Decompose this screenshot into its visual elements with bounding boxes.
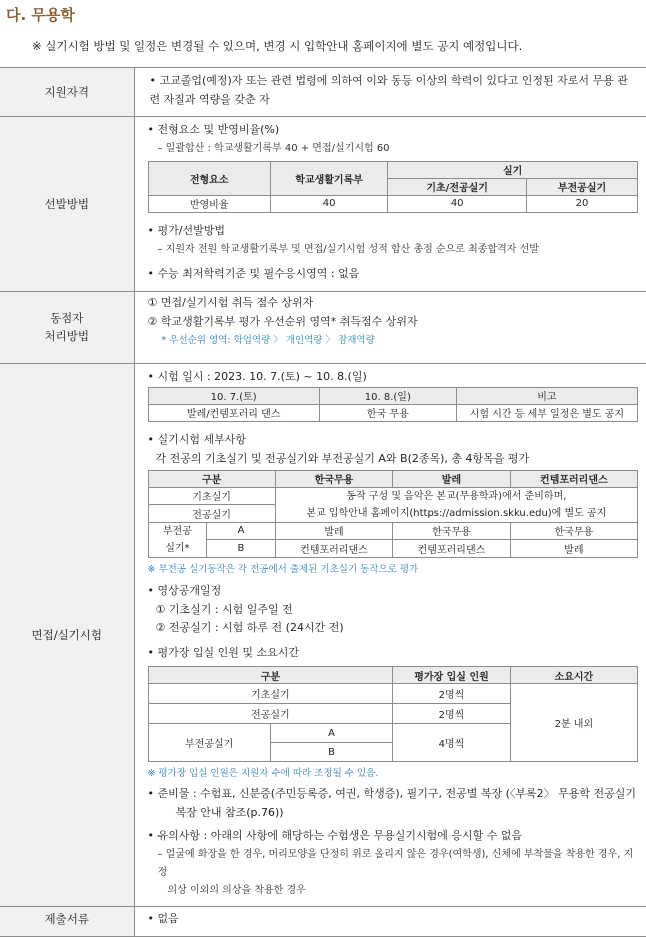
room-minor-label: 부전공실기 xyxy=(148,724,270,762)
room-minor-count: 4명씩 xyxy=(393,724,510,762)
detail-title: • 실기시험 세부사항 xyxy=(147,432,246,446)
exam-date-title: • 시험 일시 : 2023. 10. 7.(토) ~ 10. 8.(일) xyxy=(147,369,367,383)
room-major-count: 2명씩 xyxy=(393,704,510,724)
detail-minor-line1: 부전공 xyxy=(162,525,192,537)
detail-b-contemporary: 발레 xyxy=(510,540,637,558)
room-basic-count: 2명씩 xyxy=(393,684,510,704)
detail-description: 각 전공의 기초실기 및 전공실기와 부전공실기 A와 B(2종목), 총 4항목을 평가 xyxy=(155,451,530,465)
detail-minor-a: A xyxy=(207,522,276,540)
detail-minor-b: B xyxy=(207,540,276,558)
interview-label: 면접/실기시험 xyxy=(0,363,134,906)
detail-a-contemporary: 한국무용 xyxy=(510,522,637,540)
detail-desc-line2: 본교 입학안내 홈페이지(https://admission.skku.edu)에 별도 공지 xyxy=(306,507,607,519)
selection-row xyxy=(0,116,646,291)
selection-content xyxy=(134,116,646,291)
detail-a-korean: 발레 xyxy=(275,522,392,540)
selection-sub-ratio: – 일괄합산 : 학교생활기록부 40 + 면접/실기시험 60 xyxy=(157,142,390,154)
schedule-header-note: 비고 xyxy=(456,387,637,404)
schedule-value-day1: 발레/컨템포러리 댄스 xyxy=(148,404,319,421)
schedule-value-note: 시험 시간 등 세부 일정은 별도 공지 xyxy=(456,404,637,421)
video-major: ② 전공실기 : 시험 하루 전 (24시간 전) xyxy=(155,621,344,635)
detail-header-category: 구분 xyxy=(148,470,275,487)
ratio-value-minor: 20 xyxy=(527,195,638,212)
qualification-text: • 고교졸업(예정)자 또는 관련 법령에 의하여 이와 동등 이상의 학력이 있다고 인정된 자로서 무용 관련 자질과 역량을 갖춘 자 xyxy=(149,74,628,106)
practical-detail-table xyxy=(148,470,639,558)
caution-line1: – 얼굴에 화장을 한 경우, 머리모양을 단정히 위로 올리지 않은 경우(여학생), 신체에 부착물을 착용한 경우, 지정 xyxy=(157,849,634,879)
room-major-label: 전공실기 xyxy=(148,704,393,724)
detail-header-contemporary: 컨템포러리댄스 xyxy=(510,470,637,487)
room-title: • 평가장 입실 인원 및 소요시간 xyxy=(147,646,299,660)
ratio-value-basic: 40 xyxy=(388,195,527,212)
prep-line1: • 준비물 : 수험표, 신분증(주민등록증, 여권, 학생증), 필기구, 전공별 복장 (〈부록2〉 무용학 전공실기 xyxy=(147,787,637,801)
tie-row xyxy=(0,291,646,363)
detail-common-description xyxy=(275,487,637,522)
tie-label-line1: 동점자 xyxy=(50,310,84,325)
qualification-content xyxy=(134,68,646,117)
qualification-row xyxy=(0,68,646,117)
ratio-table xyxy=(148,161,639,213)
documents-text: • 없음 xyxy=(147,912,179,926)
detail-minor-label xyxy=(148,522,207,557)
room-header-category: 구분 xyxy=(148,667,393,684)
selection-label: 선발방법 xyxy=(0,116,134,291)
section-title: 다. 무용학 xyxy=(6,6,75,24)
room-header-time: 소요시간 xyxy=(510,667,637,684)
schedule-header-day1: 10. 7.(토) xyxy=(148,387,319,404)
exam-schedule-table xyxy=(148,387,639,422)
detail-major-label: 전공실기 xyxy=(148,505,275,523)
interview-row xyxy=(0,363,646,906)
tie-label xyxy=(0,291,134,363)
ratio-header-element: 전형요소 xyxy=(148,161,270,195)
detail-basic-label: 기초실기 xyxy=(148,487,275,505)
video-title: • 영상공개일정 xyxy=(147,583,222,597)
video-basic: ① 기초실기 : 시험 일주일 전 xyxy=(155,602,293,616)
prep-line2: 복장 안내 참조(p.76)) xyxy=(175,806,284,820)
room-capacity-table xyxy=(148,666,639,762)
room-basic-label: 기초실기 xyxy=(148,684,393,704)
selection-sub-method: – 지원자 전원 학교생활기록부 및 면접/실기시험 성적 합산 총점 순으로 최종합격자 선발 xyxy=(157,243,539,255)
schedule-header-day2: 10. 8.(일) xyxy=(319,387,456,404)
detail-b-ballet: 컨템포러리댄스 xyxy=(393,540,510,558)
room-minor-a: A xyxy=(270,724,392,743)
room-time: 2분 내외 xyxy=(510,684,637,762)
ratio-header-minor: 부전공실기 xyxy=(527,178,638,195)
ratio-header-basic: 기초/전공실기 xyxy=(388,178,527,195)
detail-header-korean: 한국무용 xyxy=(275,470,392,487)
documents-row xyxy=(0,907,646,937)
tie-item-2: ② 학교생활기록부 평가 우선순위 영역* 취득점수 상위자 xyxy=(147,314,418,328)
detail-header-ballet: 발레 xyxy=(393,470,510,487)
ratio-row-label: 반영비율 xyxy=(148,195,270,212)
interview-content xyxy=(134,363,646,906)
caution-title: • 유의사항 : 아래의 사항에 해당하는 수험생은 무용실기시험에 응시할 수 없음 xyxy=(147,829,523,843)
ratio-header-record: 학교생활기록부 xyxy=(270,161,387,195)
detail-b-korean: 컨템포러리댄스 xyxy=(275,540,392,558)
room-minor-b: B xyxy=(270,743,392,762)
qualification-label: 지원자격 xyxy=(0,68,134,117)
schedule-change-notice: ※ 실기시험 방법 및 일정은 변경될 수 있으며, 변경 시 입학안내 홈페이지에 별도 공지 예정입니다. xyxy=(32,39,523,53)
dance-admission-table xyxy=(0,67,646,937)
detail-note: ※ 부전공 실기동작은 각 전공에서 출제된 기초실기 동작으로 평가 xyxy=(147,563,419,575)
selection-bullet-csat: • 수능 최저학력기준 및 필수응시영역 : 없음 xyxy=(147,266,360,280)
documents-content xyxy=(134,907,646,937)
caution-line2: 의상 이외의 의상을 착용한 경우 xyxy=(167,885,306,897)
ratio-header-practical: 실기 xyxy=(388,161,638,178)
room-header-count: 평가장 입실 인원 xyxy=(393,667,510,684)
room-note: ※ 평가장 입실 인원은 지원자 수에 따라 조정될 수 있음. xyxy=(147,768,379,780)
selection-bullet-ratio: • 전형요소 및 반영비율(%) xyxy=(147,122,280,136)
schedule-value-day2: 한국 무용 xyxy=(319,404,456,421)
tie-item-1: ① 면접/실기시험 취득 점수 상위자 xyxy=(147,295,314,309)
detail-minor-line2: 실기* xyxy=(165,542,190,554)
ratio-value-record: 40 xyxy=(270,195,387,212)
detail-desc-line1: 동작 구성 및 음악은 본교(무용학과)에서 준비하며, xyxy=(346,490,567,502)
detail-a-ballet: 한국무용 xyxy=(393,522,510,540)
tie-label-line2: 처리방법 xyxy=(44,329,89,344)
selection-bullet-method: • 평가/선발방법 xyxy=(147,223,225,237)
documents-label: 제출서류 xyxy=(0,907,134,937)
tie-content xyxy=(134,291,646,363)
tie-priority-note: * 우선순위 영역: 학업역량 〉 개인역량 〉 잠재역량 xyxy=(161,334,375,346)
